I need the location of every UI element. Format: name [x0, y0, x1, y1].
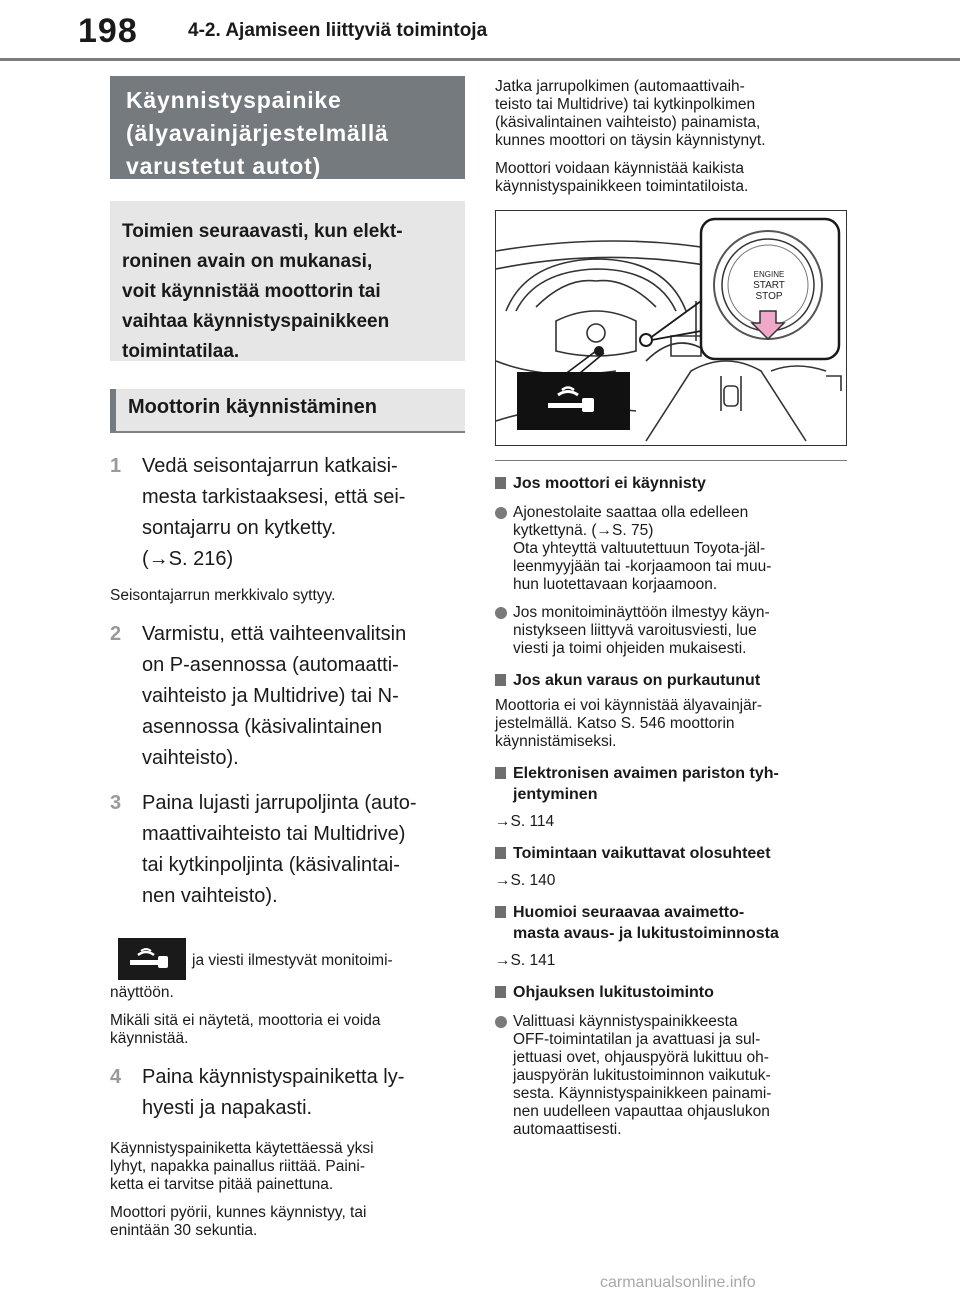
paragraph: [495, 697, 847, 751]
step-number: 3: [110, 792, 122, 814]
icon-description: ja viesti ilmestyvät monitoimi-: [192, 952, 393, 969]
icon-description-cont: näyttöön.: [110, 984, 174, 1001]
circle-bullet-icon: [495, 1016, 507, 1028]
heading-bar: [110, 389, 116, 431]
intro-line: toimintatilaa.: [122, 341, 240, 362]
step-number: 2: [110, 623, 122, 645]
square-bullet-icon: [495, 906, 506, 918]
text-line: teisto tai Multidrive) tai kytkinpolkimen: [495, 96, 756, 113]
text-line: kunnes moottori on täysin käynnistynyt.: [495, 132, 766, 149]
text-line: jestelmällä. Katso S. 546 moottorin: [495, 715, 735, 732]
page-header: [0, 0, 960, 60]
subheading-text: Toimintaan vaikuttavat olosuhteet: [513, 845, 771, 862]
step-line: on P-asennossa (automaatti-: [142, 654, 399, 676]
section-divider: [495, 460, 847, 461]
left-column: [110, 76, 465, 1240]
text-line: Moottori voidaan käynnistää kaikista: [495, 160, 744, 177]
step-line: Vedä seisontajarrun katkaisi-: [142, 455, 398, 477]
step-line: Paina lujasti jarrupoljinta (auto-: [142, 792, 417, 814]
subheading-text: Ohjauksen lukitustoiminto: [513, 984, 714, 1001]
intro-line: roninen avain on mukanasi,: [122, 251, 373, 272]
button-label-line: STOP: [755, 291, 783, 302]
text-line: automaattisesti.: [513, 1121, 622, 1138]
text-line: nistykseen liittyvä varoitusviesti, lue: [513, 622, 757, 639]
title-line: (älyavainjärjestelmällä: [126, 120, 389, 146]
step-line: Varmistu, että vaihteenvalitsin: [142, 623, 407, 645]
text-line: hun luotettavaan korjaamoon.: [513, 576, 718, 593]
text-line: käynnistämiseksi.: [495, 733, 617, 750]
subheading: [495, 670, 847, 691]
text-line: kytkettynä. (→S. 75): [513, 522, 654, 539]
step-line: sontajarru on kytketty.: [142, 517, 337, 539]
step-note: Seisontajarrun merkkivalo syttyy.: [110, 587, 336, 604]
intro-line: voit käynnistää moottorin tai: [122, 281, 381, 302]
button-label-line: ENGINE: [753, 270, 785, 279]
intro-box: [110, 201, 465, 361]
subheading: [495, 902, 847, 944]
square-bullet-icon: [495, 986, 506, 998]
step-note: [110, 1204, 465, 1240]
title-line: varustetut autot): [126, 153, 322, 179]
step-number: 1: [110, 455, 122, 477]
note-line: Moottori pyörii, kunnes käynnistyy, tai: [110, 1204, 367, 1221]
watermark: carmanualsonline.info: [600, 1274, 756, 1291]
subheading-text: Jos moottori ei käynnisty: [513, 475, 706, 492]
paragraph: [495, 160, 847, 196]
intro-line: Toimien seuraavasti, kun elekt-: [122, 221, 403, 242]
step-line: asennossa (käsivalintainen: [142, 716, 383, 738]
note-line: Mikäli sitä ei näytetä, moottoria ei voida: [110, 1012, 381, 1029]
page-number: 198: [78, 12, 138, 50]
title-line: Käynnistyspainike: [126, 87, 342, 113]
chapter-title: 4-2. Ajamiseen liittyviä toimintoja: [188, 20, 488, 41]
square-bullet-icon: [495, 847, 506, 859]
subheading: [495, 843, 847, 864]
step-line: vaihteisto ja Multidrive) tai N-: [142, 685, 399, 707]
subheading-text: Jos akun varaus on purkautunut: [513, 672, 761, 689]
header-rule: [0, 58, 960, 61]
page-reference[interactable]: →S. 141: [495, 952, 556, 969]
subsection-heading-text: Moottorin käynnistäminen: [128, 396, 377, 418]
step-line: (→S. 216): [142, 548, 234, 570]
text-line: käynnistyspainikkeen toimintatiloista.: [495, 178, 749, 195]
subheading: [495, 473, 847, 494]
note-line: lyhyt, napakka painallus riittää. Paini-: [110, 1158, 366, 1175]
bullet-item: [495, 1013, 847, 1139]
step-2: [110, 619, 465, 774]
square-bullet-icon: [495, 674, 506, 686]
subheading-text: masta avaus- ja lukitustoiminnosta: [513, 925, 779, 942]
section-title-box: [110, 76, 465, 179]
bullet-item: [495, 604, 847, 658]
text-line: OFF-toimintatilan ja avattuasi ja sul-: [513, 1031, 761, 1048]
button-label-line: START: [753, 280, 785, 291]
subheading-text: Huomioi seuraavaa avaimetto-: [513, 904, 745, 921]
text-line: Jos monitoiminäyttöön ilmestyy käyn-: [513, 604, 770, 621]
step-1: [110, 451, 465, 575]
note-line: Käynnistyspainiketta käytettäessä yksi: [110, 1140, 374, 1157]
text-line: nen uudelleen vapauttaa ohjauslukon: [513, 1103, 770, 1120]
step-line: Paina käynnistyspainiketta ly-: [142, 1066, 405, 1088]
step-note: [110, 1140, 465, 1194]
step-4: [110, 1062, 465, 1124]
paragraph: [495, 78, 847, 150]
step-line: nen vaihteisto).: [142, 885, 278, 907]
engine-start-stop-button-label: [733, 269, 805, 302]
engine-start-indicator-icon: [118, 938, 186, 980]
text-line: sesta. Käynnistyspainikkeen painami-: [513, 1085, 772, 1102]
text-line: leenmyyjään tai -korjaamoon tai muu-: [513, 558, 772, 575]
note-line: ketta ei tarvitse pitää painettuna.: [110, 1176, 334, 1193]
subheading-text: jentyminen: [513, 786, 598, 803]
step-line: hyesti ja napakasti.: [142, 1097, 313, 1119]
page-reference[interactable]: →S. 140: [495, 872, 556, 889]
square-bullet-icon: [495, 767, 506, 779]
text-line: viesti ja toimi ohjeiden mukaisesti.: [513, 640, 747, 657]
step-line: tai kytkinpoljinta (käsivalintai-: [142, 854, 400, 876]
text-line: Valittuasi käynnistyspainikkeesta: [513, 1013, 738, 1030]
step-line: vaihteisto).: [142, 747, 239, 769]
right-column: [495, 78, 847, 1139]
subheading: [495, 763, 847, 805]
page-reference[interactable]: →S. 114: [495, 813, 555, 830]
dashboard-illustration: [495, 210, 847, 446]
step-3: [110, 788, 465, 912]
text-line: Jatka jarrupolkimen (automaattivaih-: [495, 78, 745, 95]
step-line: maattivaihteisto tai Multidrive): [142, 823, 406, 845]
square-bullet-icon: [495, 477, 506, 489]
step-number: 4: [110, 1066, 122, 1088]
text-line: Ota yhteyttä valtuutettuun Toyota-jäl-: [513, 540, 766, 557]
icon-line: [110, 938, 465, 982]
text-line: Ajonestolaite saattaa olla edelleen: [513, 504, 749, 521]
note-line: käynnistää.: [110, 1030, 189, 1047]
text-line: (käsivalintainen vaihteisto) painamista,: [495, 114, 761, 131]
circle-bullet-icon: [495, 507, 507, 519]
bullet-item: [495, 504, 847, 594]
circle-bullet-icon: [495, 607, 507, 619]
subheading-text: Elektronisen avaimen pariston tyh-: [513, 765, 779, 782]
dashboard-drawing: [496, 211, 846, 445]
intro-line: vaihtaa käynnistyspainikkeen: [122, 311, 390, 332]
subsection-heading: [110, 389, 465, 433]
text-line: jauspyörän lukitustoiminnon vaikutuk-: [513, 1067, 771, 1084]
note-line: enintään 30 sekuntia.: [110, 1222, 258, 1239]
text-line: Moottoria ei voi käynnistää älyavainjär-: [495, 697, 763, 714]
step-line: mesta tarkistaaksesi, että sei-: [142, 486, 406, 508]
text-line: jettuasi ovet, ohjauspyörä lukittuu oh-: [513, 1049, 769, 1066]
step-note: [110, 1012, 465, 1048]
subheading: [495, 982, 847, 1003]
